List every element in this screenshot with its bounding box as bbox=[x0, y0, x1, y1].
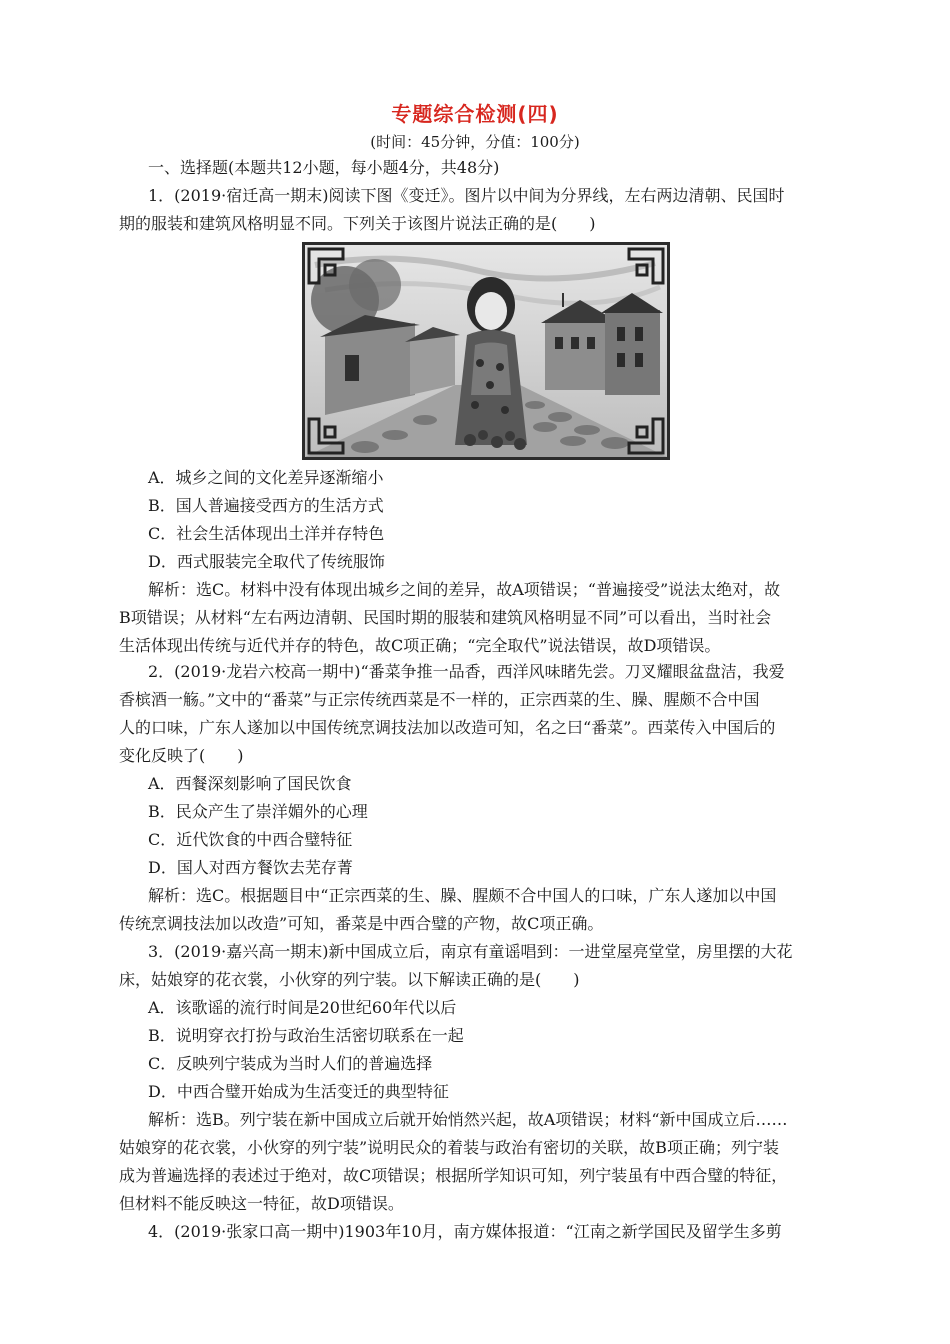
q4-stem-line: 4．(2019·张家口高一期中)1903年10月，南方媒体报道：“江南之新学国民及留学生多剪 bbox=[148, 1222, 782, 1241]
q1-analysis-line: 解析：选C。材料中没有体现出城乡之间的差异，故A项错误；“普遍接受”说法太绝对，故 bbox=[148, 580, 781, 599]
q2-stem-line: 人的口味，广东人遂加以中国传统烹调技法加以改造可知，名之曰“番菜”。西菜传入中国后的 bbox=[119, 718, 776, 737]
q3-option-d: D．中西合璧开始成为生活变迁的典型特征 bbox=[148, 1082, 449, 1101]
q3-stem-line: 3．(2019·嘉兴高一期末)新中国成立后，南京有童谣唱到：一进堂屋亮堂堂，房里摆的大花 bbox=[148, 942, 793, 961]
q2-option-c: C．近代饮食的中西合璧特征 bbox=[148, 830, 353, 849]
bianqian-illustration bbox=[302, 242, 670, 460]
q3-analysis-line: 但材料不能反映这一特征，故D项错误。 bbox=[119, 1194, 404, 1213]
q2-option-b: B．民众产生了崇洋媚外的心理 bbox=[148, 802, 368, 821]
q1-option-d: D．西式服装完全取代了传统服饰 bbox=[148, 552, 385, 571]
q2-stem-line: 香槟酒一觞。”文中的“番菜”与正宗传统西菜是不一样的，正宗西菜的生、臊、腥颇不合中国 bbox=[119, 690, 760, 709]
q1-stem-line: 期的服装和建筑风格明显不同。下列关于该图片说法正确的是( ) bbox=[119, 214, 596, 233]
q1-option-b: B．国人普遍接受西方的生活方式 bbox=[148, 496, 384, 515]
illustration-svg bbox=[305, 245, 667, 457]
q1-analysis-line: 生活体现出传统与近代并存的特色，故C项正确；“完全取代”说法错误，故D项错误。 bbox=[119, 636, 721, 655]
q2-analysis-line: 解析：选C。根据题目中“正宗西菜的生、臊、腥颇不合中国人的口味，广东人遂加以中国 bbox=[148, 886, 777, 905]
q3-option-a: A．该歌谣的流行时间是20世纪60年代以后 bbox=[148, 998, 457, 1017]
section-heading: 一、选择题(本题共12小题，每小题4分，共48分) bbox=[148, 158, 500, 177]
q1-option-c: C．社会生活体现出土洋并存特色 bbox=[148, 524, 385, 543]
page-title: 专题综合检测(四) bbox=[391, 102, 559, 126]
q2-stem-line: 变化反映了( ) bbox=[119, 746, 244, 765]
q3-option-b: B．说明穿衣打扮与政治生活密切联系在一起 bbox=[148, 1026, 464, 1045]
q1-analysis-line: B项错误；从材料“左右两边清朝、民国时期的服装和建筑风格明显不同”可以看出，当时社会 bbox=[119, 608, 772, 627]
q2-stem-line: 2．(2019·龙岩六校高一期中)“番菜争推一品香，西洋风味睹先尝。刀叉耀眼盆盘洁，我爱 bbox=[148, 662, 785, 681]
q3-option-c: C．反映列宁装成为当时人们的普遍选择 bbox=[148, 1054, 433, 1073]
q3-analysis-line: 姑娘穿的花衣裳，小伙穿的列宁装”说明民众的着装与政治有密切的关联，故B项正确；列宁装 bbox=[119, 1138, 779, 1157]
q3-stem-line: 床，姑娘穿的花衣裳，小伙穿的列宁装。以下解读正确的是( ) bbox=[119, 970, 580, 989]
q1-stem-line: 1．(2019·宿迁高一期末)阅读下图《变迁》。图片以中间为分界线，左右两边清朝、民国时 bbox=[148, 186, 785, 205]
q3-analysis-line: 解析：选B。列宁装在新中国成立后就开始悄然兴起，故A项错误；材料“新中国成立后…… bbox=[148, 1110, 788, 1129]
q2-analysis-line: 传统烹调技法加以改造”可知，番菜是中西合璧的产物，故C项正确。 bbox=[119, 914, 604, 933]
q2-option-d: D．国人对西方餐饮去芜存菁 bbox=[148, 858, 353, 877]
q2-option-a: A．西餐深刻影响了国民饮食 bbox=[148, 774, 352, 793]
q3-analysis-line: 成为普遍选择的表述过于绝对，故C项错误；根据所学知识可知，列宁装虽有中西合璧的特征， bbox=[119, 1166, 788, 1185]
q1-option-a: A．城乡之间的文化差异逐渐缩小 bbox=[148, 468, 384, 487]
exam-meta: (时间：45分钟，分值：100分) bbox=[370, 133, 580, 151]
